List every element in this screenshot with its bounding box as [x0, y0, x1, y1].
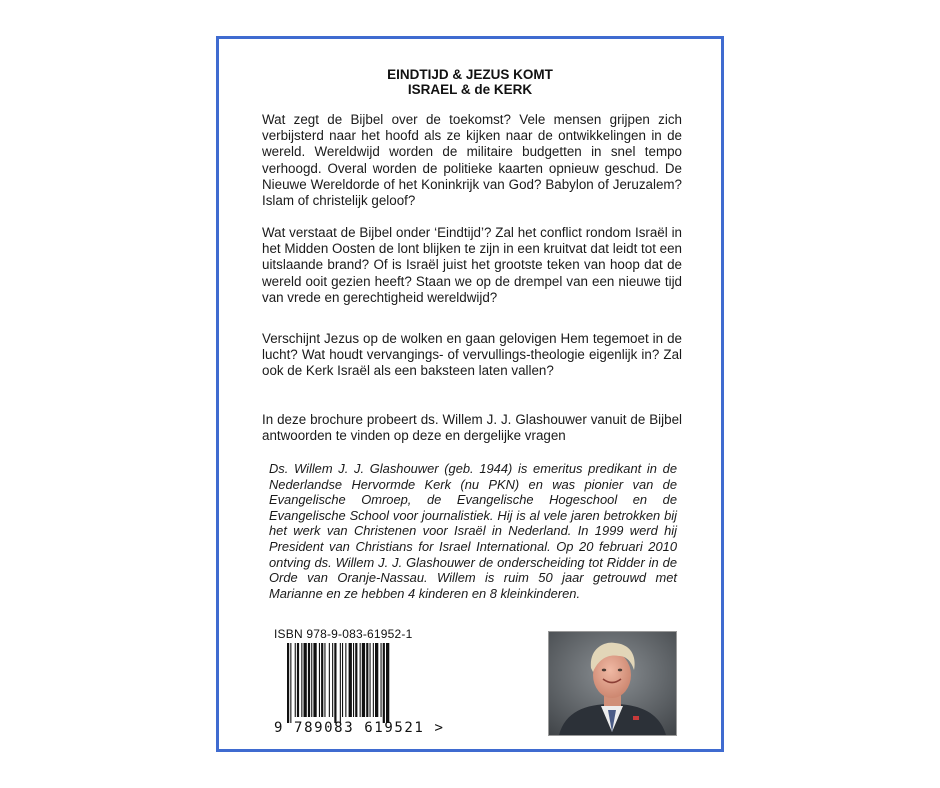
paragraph-4: In deze brochure probeert ds. Willem J. J. Glashouwer vanuit de Bijbel antwoorden te vinden op deze en dergelijke vragen [262, 412, 682, 444]
paragraph-2: Wat verstaat de Bijbel onder ‘Eindtijd’? Zal het conflict rondom Israël in het Midden Oosten de lont blijken te zijn in een kruitvat dat leidt tot een uitslaande brand? Of is Israël juist het grootste teken van hoop dat de wereld ooit gezien heeft? Staan we op de drempel van een nieuwe tijd van vrede en gerechtigheid wereldwijd? [262, 225, 682, 305]
cover-title: EINDTIJD & JEZUS KOMT [387, 67, 553, 82]
paragraph-3: Verschijnt Jezus op de wolken en gaan gelovigen Hem tegemoet in de lucht? Wat houdt vervangings- of vervullings-theologie eigenlijk in? Zal ook de Kerk Israël als een baksteen laten vallen? [262, 331, 682, 379]
barcode-icon [287, 643, 419, 723]
book-back-cover [216, 36, 724, 752]
isbn-label: ISBN 978-9-083-61952-1 [274, 627, 413, 641]
author-photo [548, 631, 677, 736]
author-bio: Ds. Willem J. J. Glashouwer (geb. 1944) is emeritus predikant in de Nederlandse Hervormde Kerk (nu PKN) en was pionier van de Evangelische Omroep, de Evangelische Hogeschool en de Evangelische School voor journalistiek. Hij is al vele jaren betrokken bij het werk van Christenen voor Israël in Nederland. In 1999 werd hij President van Christians for Israel International. Op 20 februari 2010 ontving ds. Willem J. J. Glashouwer de onderscheiding tot Ridder in de Orde van Oranje-Nassau. Willem is ruim 50 jaar getrouwd met Marianne en ze hebben 4 kinderen en 8 kleinkinderen. [269, 461, 677, 601]
paragraph-1: Wat zegt de Bijbel over de toekomst? Vele mensen grijpen zich verbijsterd naar het hoofd als ze kijken naar de ontwikkelingen in de wereld. Wereldwijd worden de militaire budgetten in snel tempo verhoogd. Overal worden de politieke kaarten opnieuw geschud. De Nieuwe Wereldorde of het Koninkrijk van God? Babylon of Jeruzalem? Islam of christelijk geloof? [262, 112, 682, 209]
cover-subtitle: ISRAEL & de KERK [407, 82, 533, 97]
barcode-number: 9 789083 619521 > [274, 720, 445, 736]
